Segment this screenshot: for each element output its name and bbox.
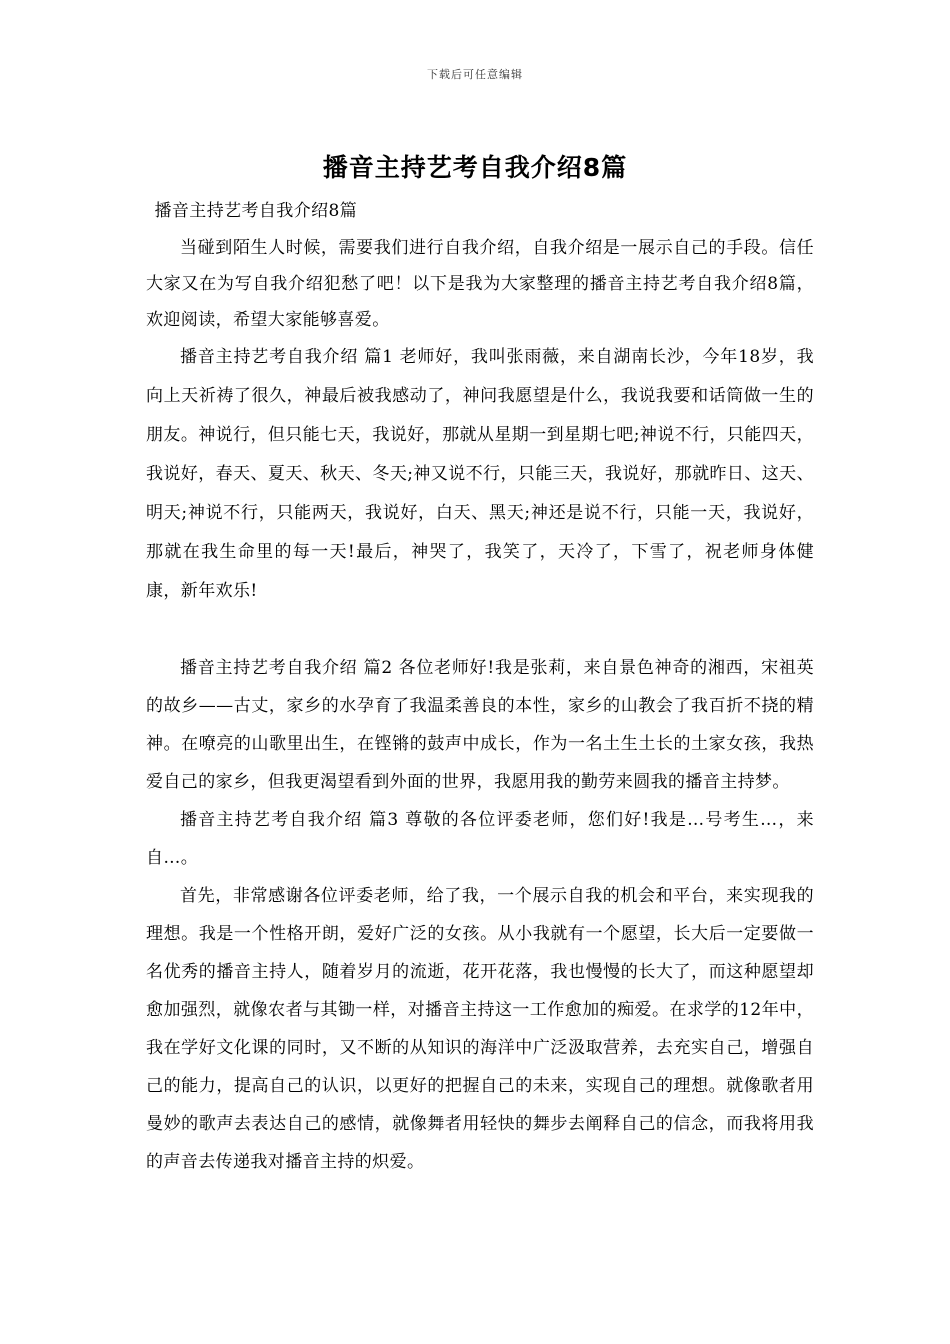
document-title: 播音主持艺考自我介绍8篇 bbox=[322, 153, 628, 182]
paragraph-4: 首先，非常感谢各位评委老师，给了我，一个展示自我的机会和平台，来实现我的理想。我是一个性格开朗，爱好广泛的女孩。从小我就有一个愿望，长大后一定要做一名优秀的播音主持人，随着岁月的流逝，花开花落，我也慢慢的长大了，而这种愿望却愈加强烈，就像农者与其锄一样，对播音主持这一工作愈加的痴爱。在求学的12年中，我在学好文化课的同时，又不断的从知识的海洋中广泛汲取营养，去充实自己，增强自己的能力，提高自己的认识，以更好的把握自己的未来，实现自己的理想。就像歌者用曼妙的歌声去表达自己的感情，就像舞者用轻快的舞步去阐释自己的信念，而我将用我的声音去传递我对播音主持的炽爱。 bbox=[146, 886, 814, 1172]
paragraph-2: 播音主持艺考自我介绍 篇2 各位老师好!我是张莉，来自景色神奇的湘西，宋祖英的故乡——古丈，家乡的水孕育了我温柔善良的本性，家乡的山教会了我百折不挠的精神。在嘹亮的山歌里出生，在铿锵的鼓声中成长，作为一名土生土长的土家女孩，我热爱自己的家乡，但我更渴望看到外面的世界，我愿用我的勤劳来圆我的播音主持梦。 bbox=[146, 658, 814, 792]
document-body bbox=[146, 196, 814, 1181]
paragraph-intro: 当碰到陌生人时候，需要我们进行自我介绍，自我介绍是一展示自己的手段。信任大家又在为写自我介绍犯愁了吧！以下是我为大家整理的播音主持艺考自我介绍8篇，欢迎阅读，希望大家能够喜爱。 bbox=[146, 238, 814, 330]
document-subtitle: 播音主持艺考自我介绍8篇 bbox=[154, 201, 358, 221]
header-note: 下载后可任意编辑 bbox=[427, 68, 523, 81]
paragraph-1: 播音主持艺考自我介绍 篇1 老师好，我叫张雨薇，来自湖南长沙，今年18岁，我向上天祈祷了很久，神最后被我感动了，神问我愿望是什么，我说我要和话筒做一生的朋友。神说行，但只能七天，我说好，那就从星期一到星期七吧;神说不行，只能四天，我说好，春天、夏天、秋天、冬天;神又说不行，只能三天，我说好，那就昨日、这天、明天;神说不行，只能两天，我说好，白天、黑天;神还是说不行，只能一天，我说好，那就在我生命里的每一天!最后，神哭了，我笑了，天冷了，下雪了，祝老师身体健康，新年欢乐! bbox=[146, 347, 814, 601]
paragraph-3: 播音主持艺考自我介绍 篇3 尊敬的各位评委老师，您们好!我是…号考生…，来自…。 bbox=[146, 810, 814, 868]
